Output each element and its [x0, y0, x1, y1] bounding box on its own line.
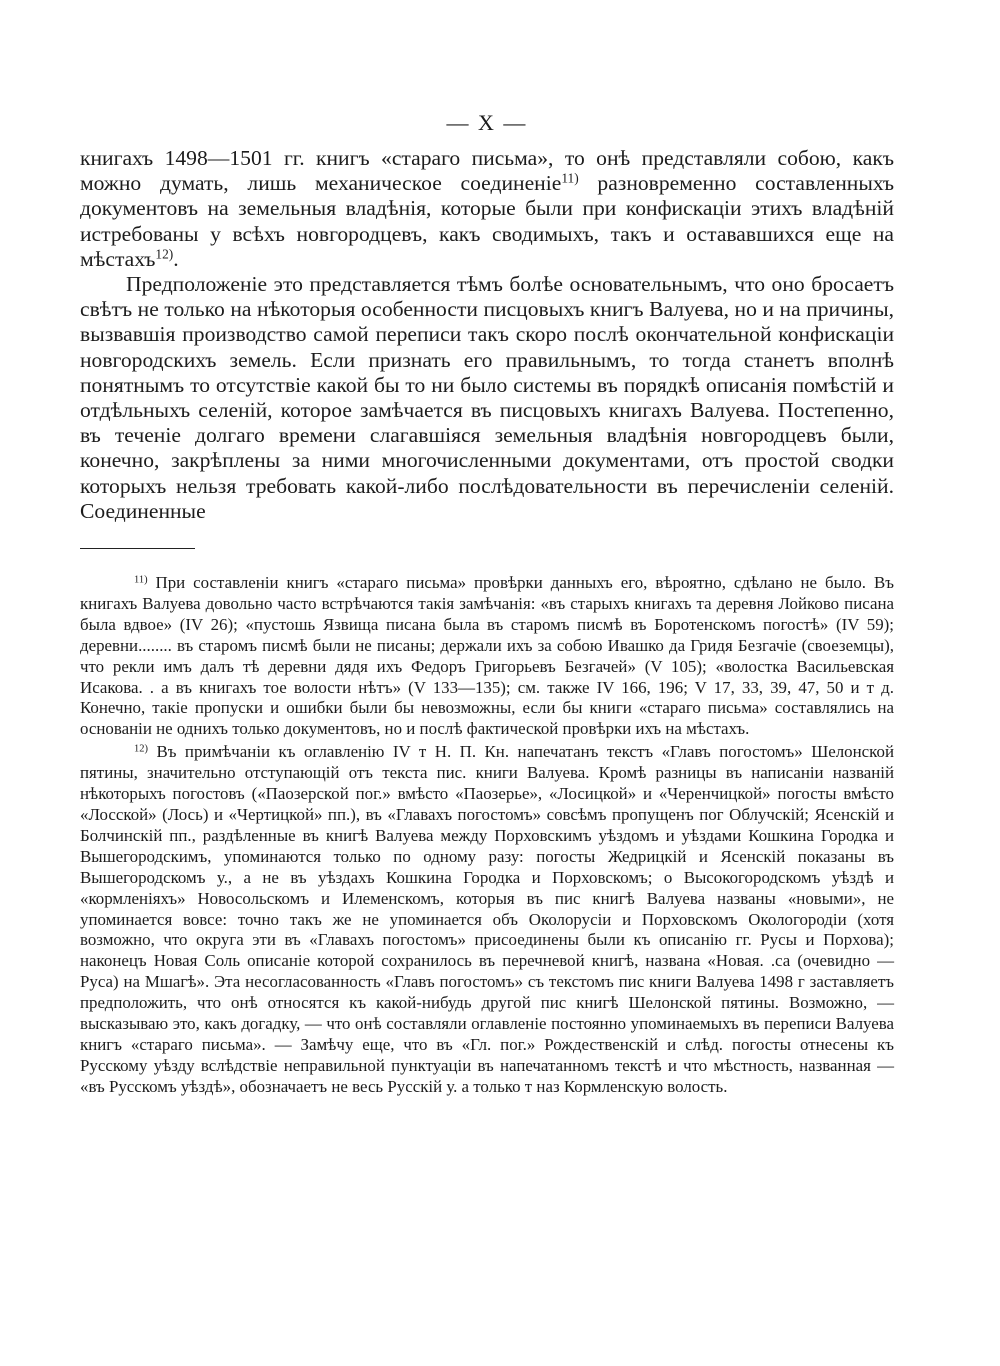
main-text: [80, 146, 894, 524]
paragraph-1-part-1: книгахъ 1498—1501 гг. книгъ «стараго письма», то онѣ представляли собою, какъ можно думать, лишь механическое соединеніе: [80, 146, 894, 196]
paragraph-2: Предположеніе это представляется тѣмъ болѣе основательнымъ, что оно бросаетъ свѣтъ не только на нѣкоторыя особенности писцовыхъ книгъ Валуева, но и на причины, вызвавшія производство самой переписи такъ скоро послѣ окончательной конфискаціи новгородскихъ земель. Если признать его правильнымъ, то тогда станетъ вполнѣ понятнымъ то отсутствіе какой бы то ни было системы въ порядкѣ описанія помѣстій и отдѣльныхъ селеній, которое замѣчается въ писцовыхъ книгахъ Валуева. Постепенно, въ теченіе долгаго времени слагавшіяся земельныя владѣнія новгородцевъ были, конечно, закрѣплены за ними многочисленными документами, отъ простой сводки которыхъ нельзя требовать какой-либо послѣдовательности въ перечисленіи селеній. Соединенные: [80, 272, 894, 523]
footnote-11: [80, 573, 894, 740]
footnotes: [80, 573, 894, 1098]
footnote-text-12: Въ примѣчаніи къ оглавленію IV т Н. П. Кн. напечатанъ текстъ «Главъ погостомъ» Шелонской пятины, значительно отступающій отъ текста пис. книги Валуева. Кромѣ разницы въ написаніи названій нѣкоторыхъ погостовъ («Паозерской пог.» вмѣсто «Паозерье», «Лосицкой» и «Черенчицкой» погосты вмѣсто «Лосской» (Лось) и «Чертицкой» пп.), въ «Главахъ погостомъ» совсѣмъ пропущенъ пог Облучскій; Ясенскій и Болчинскій пп., раздѣленные въ книгѣ Валуева между Порховскимъ уѣздомъ и уѣздами Кошкина Городка и Вышегородскимъ, упоминаются только по одному разу: погосты Жедрицкій и Ясенскій показаны въ Вышегородскомъ у., а не въ уѣздахъ Кошкина Городка и Порховскомъ; о Высокогородскомъ уѣздѣ и «кормленіяхъ» Новосольскомъ и Илеменскомъ, которыя въ пис книгѣ Валуева названы «новыми», не упоминается вовсе: точно такъ же не упоминается объ Околорусіи и Порховскомъ Окологородіи (хотя возможно, что округа эти въ «Главахъ погостомъ» присоединены были къ описанію гг. Русы и Порхова); наконецъ Новая Соль описаніе которой сохранилось въ перечневой книгѣ, названа «Новая. .са (очевидно — Руса) на Мшагѣ». Эта несогласованность «Главъ погостомъ» съ текстомъ пис книги Валуева 1498 г заставляетъ предположить, что онѣ относятся къ какой-нибудь другой пис книгѣ Шелонской пятины. Возможно, — высказываю это, какъ догадку, — что онѣ составляли оглавленіе постоянно упоминаемыхъ въ переписи Валуева книгъ «стараго письма». — Замѣчу еще, что въ «Гл. пог.» Рождественскій и слѣд. погосты отнесены къ Русскому уѣзду вслѣдствіе неправильной пунктуаціи въ напечатанномъ текстѣ и что мѣстность, названная — «въ Русскомъ уѣздѣ», обозначаетъ не весь Русскій у. а только т наз Кормленскую волость.: [80, 742, 894, 1096]
document-page: [80, 108, 894, 1098]
footnote-reference-12: 12): [155, 246, 174, 262]
paragraph-1-part-2: разновременно составленныхъ документовъ на земельныя владѣнія, которые были при конфискаціи этихъ владѣній истребованы у всѣхъ новгородцевъ, какъ сводимыхъ, такъ и остававшихся еще на мѣстахъ: [80, 171, 894, 271]
footnote-marker-11: 11): [134, 574, 148, 586]
footnote-marker-12: 12): [134, 743, 148, 755]
footnote-divider: [80, 548, 195, 549]
footnote-reference-11: 11): [561, 170, 579, 186]
footnote-text-11: При составленіи книгъ «стараго письма» провѣрки данныхъ его, вѣроятно, сдѣлано не было. Въ книгахъ Валуева довольно часто встрѣчаются такія замѣчанія: «въ старыхъ книгахъ та деревня Лойково писана была вдвое» (IV 26); «пустошь Язвища писана была въ старомъ писмѣ въ Боротенскомъ погостѣ» (IV 59); деревни........ въ старомъ писмѣ были не писаны; держали ихъ за собою Ивашко да Гридя Безгачіе (своеземцы), что рекли имъ далъ тѣ деревни дядя ихъ Федоръ Григорьевъ Безгачей» (V 105); «волостка Васильевская Исакова. . а въ книгахъ тое волости нѣтъ» (V 133—135); см. также IV 166, 196; V 17, 33, 39, 47, 50 и т д. Конечно, такіе пропуски и ошибки были бы невозможны, если бы книги «стараго письма» составлялись на основаніи не однихъ только документовъ, но и послѣ фактической провѣрки ихъ на мѣстахъ.: [80, 573, 894, 739]
page-number: — X —: [446, 110, 528, 135]
paragraph-1-part-3: .: [173, 246, 179, 271]
footnote-12: [80, 742, 894, 1097]
paragraph-1: [80, 146, 894, 272]
